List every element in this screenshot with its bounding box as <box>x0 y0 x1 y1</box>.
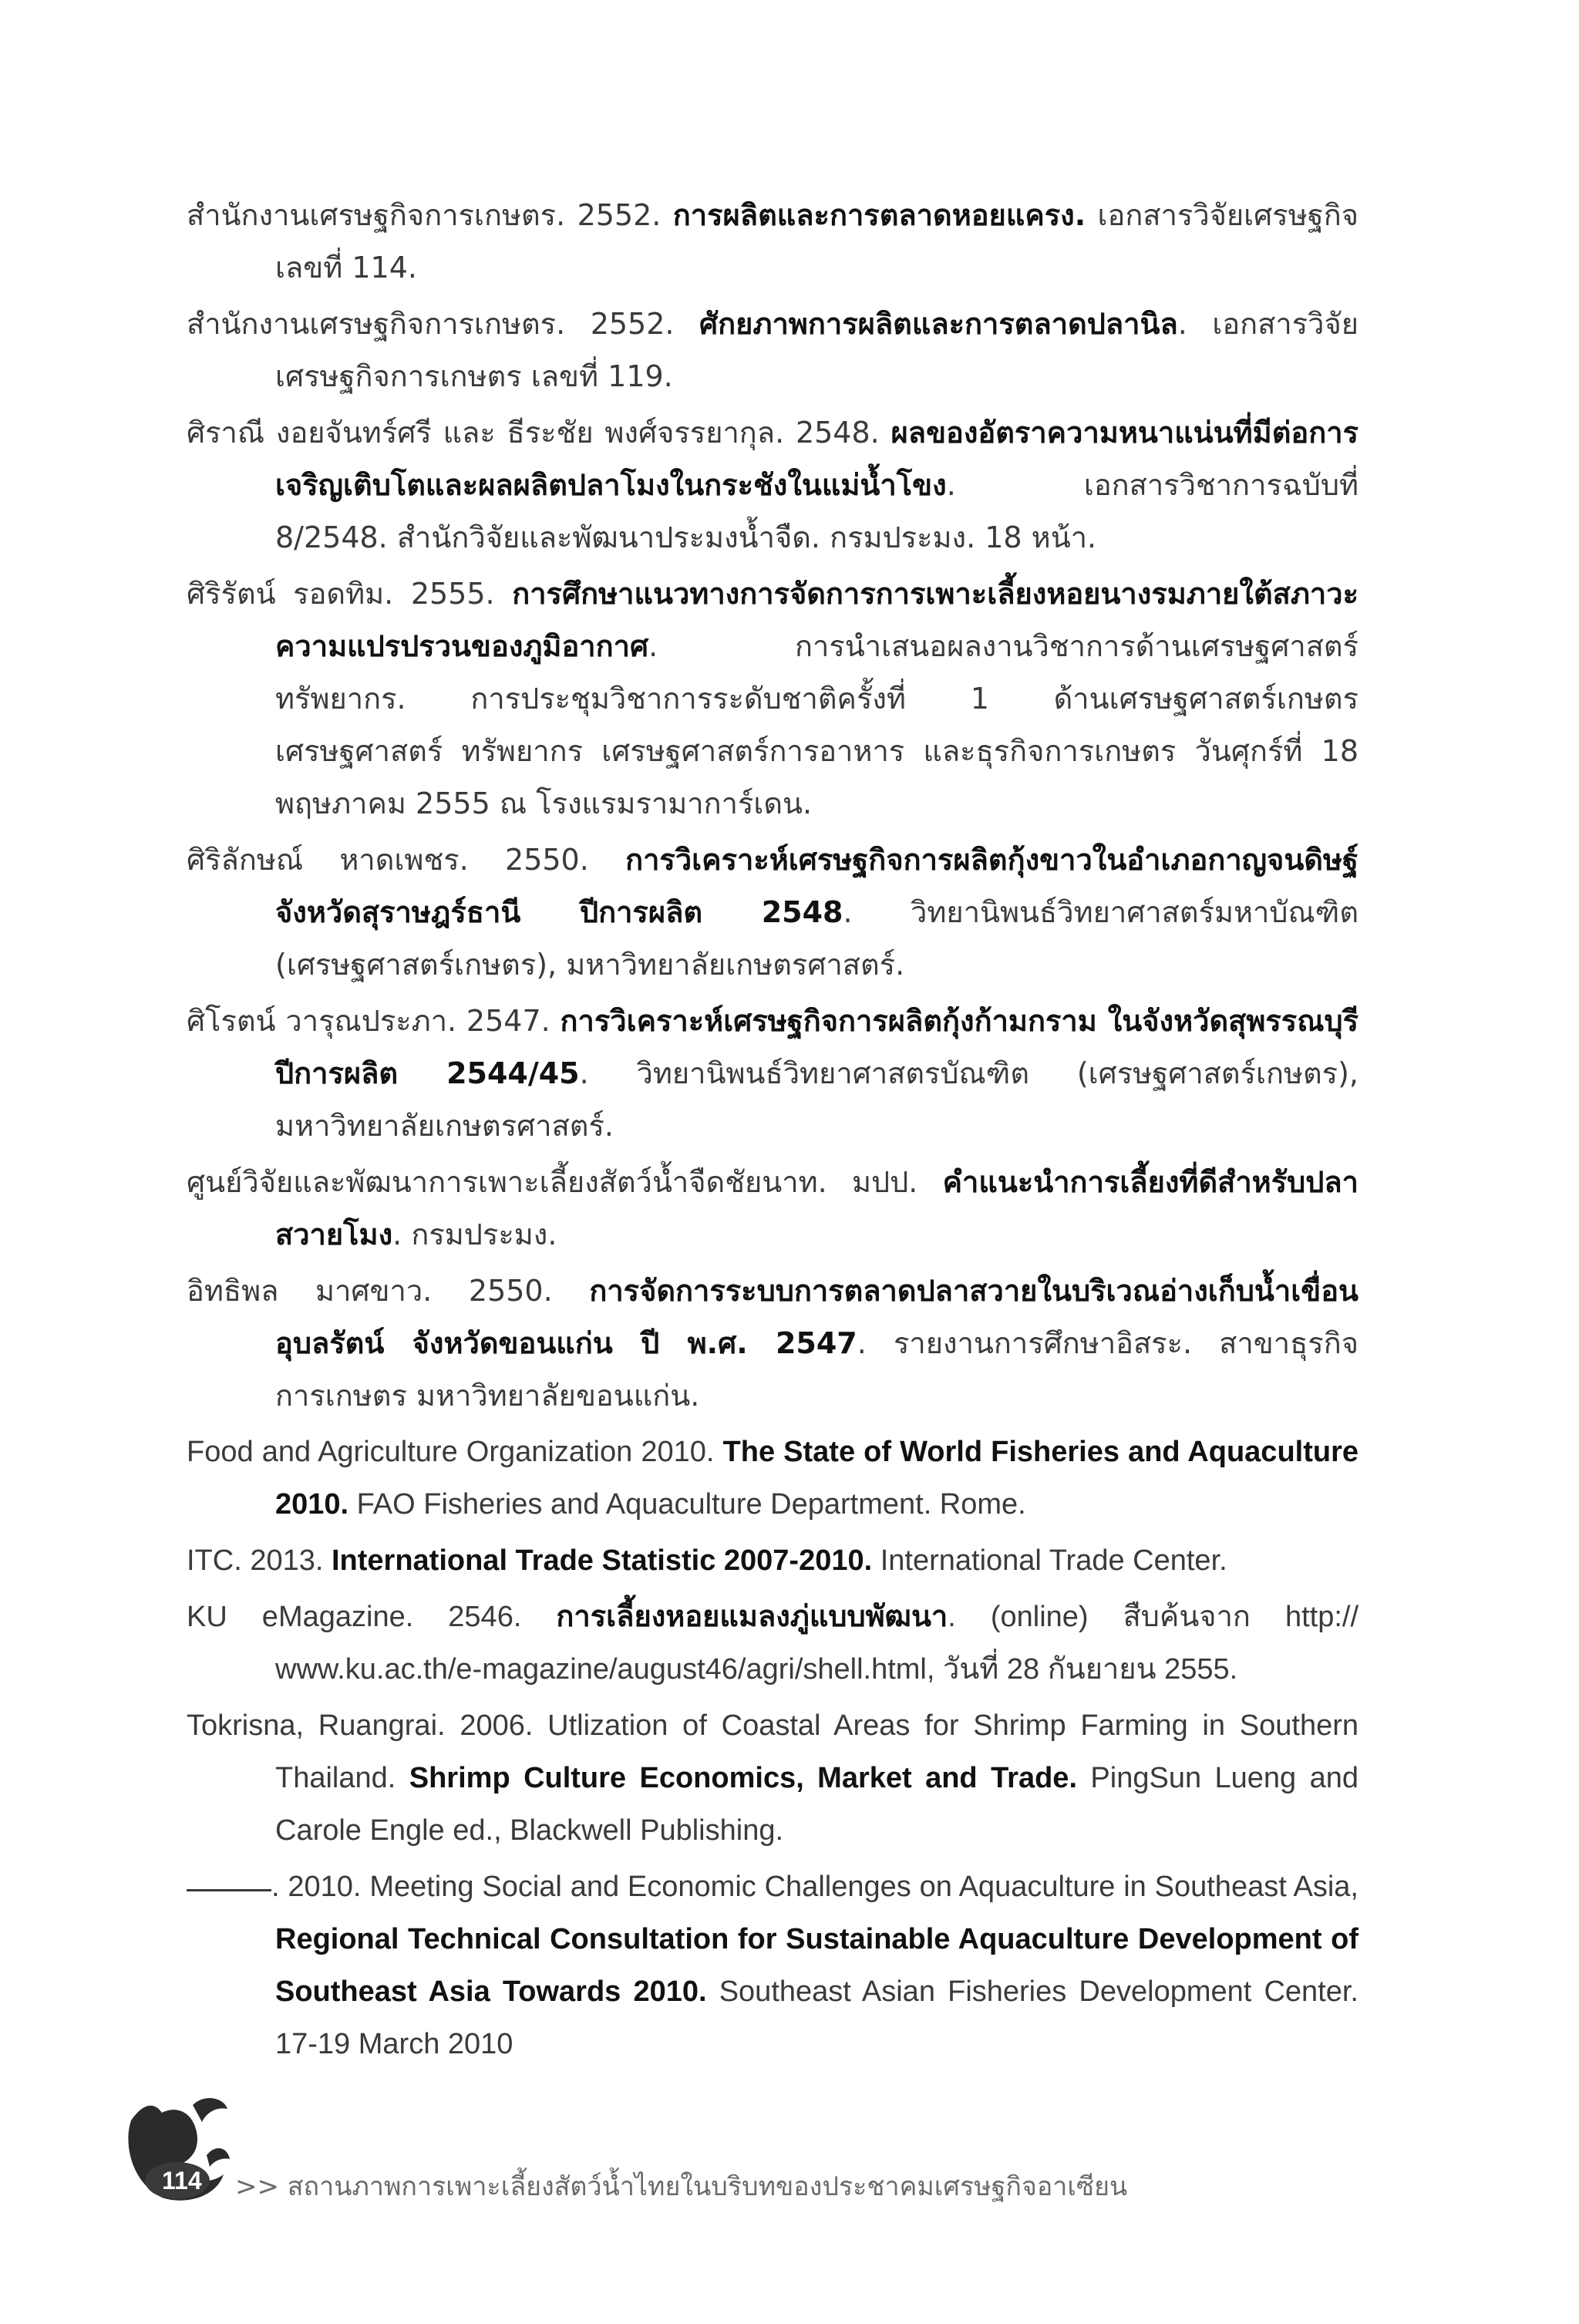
reference-entry: สำนักงานเศรษฐกิจการเกษตร. 2552. การผลิตและการตลาดหอยแครง. เอกสารวิจัยเศรษฐกิจ เลขที่ 114. <box>187 198 1358 285</box>
reference-list <box>187 189 1358 2074</box>
reference-entry: ITC. 2013. International Trade Statistic 2007-2010. International Trade Center. <box>187 1544 1227 1577</box>
reference-entry: อิทธิพล มาศขาว. 2550. การจัดการระบบการตลาดปลาสวายในบริเวณอ่างเก็บน้ำเขื่อนอุบลรัตน์ จังหวัดขอนแก่น ปี พ.ศ. 2547. รายงานการศึกษาอิสระ. สาขาธุรกิจการเกษตร มหาวิทยาลัยขอนแก่น. <box>187 1274 1358 1413</box>
author-repeat-dash <box>187 1889 271 1891</box>
reference-entry: สำนักงานเศรษฐกิจการเกษตร. 2552. ศักยภาพการผลิตและการตลาดปลานิล. เอกสารวิจัยเศรษฐกิจการเกษตร เลขที่ 119. <box>187 307 1359 393</box>
reference-entry: ศิโรตน์ วารุณประภา. 2547. การวิเคราะห์เศรษฐกิจการผลิตกุ้งก้ามกราม ในจังหวัดสุพรรณบุรี ปีการผลิต 2544/45. วิทยานิพนธ์วิทยาศาสตรบัณฑิต (เศรษฐศาสตร์เกษตร), มหาวิทยาลัยเกษตรศาสตร์. <box>187 1004 1358 1143</box>
reference-entry: . 2010. Meeting Social and Economic Challenges on Aquaculture in Southeast Asia, Regional Technical Consultation for Sustainable Aquaculture Development of Southeast Asia Towards 2010. Southeast Asian Fisheries Development Center. 17-19 March 2010 <box>187 1861 1358 2070</box>
reference-entry: Tokrisna, Ruangrai. 2006. Utlization of Coastal Areas for Shrimp Farming in Southern Thailand. Shrimp Culture Economics, Market and Trade. PingSun Lueng and Carole Engle ed., Blackwell Publishing. <box>187 1709 1358 1847</box>
reference-entry: ศิราณี งอยจันทร์ศรี และ ธีระชัย พงศ์จรรยากุล. 2548. ผลของอัตราความหนาแน่นที่มีต่อการเจริญเติบโตและผลผลิตปลาโมงในกระชังในแม่น้ำโขง. เอกสารวิชาการฉบับที่ 8/2548. สำนักวิจัยและพัฒนาประมงน้ำจืด. กรมประมง. 18 หน้า. <box>187 416 1358 554</box>
page-footer <box>116 2090 1426 2205</box>
reference-entry: ศิริลักษณ์ หาดเพชร. 2550. การวิเคราะห์เศรษฐกิจการผลิตกุ้งขาวในอำเภอกาญจนดิษฐ์ จังหวัดสุราษฎร์ธานี ปีการผลิต 2548. วิทยานิพนธ์วิทยาศาสตร์มหาบัณฑิต (เศรษฐศาสตร์เกษตร), มหาวิทยาลัยเกษตรศาสตร์. <box>187 843 1358 982</box>
reference-entry: Food and Agriculture Organization 2010. The State of World Fisheries and Aquaculture 2010. FAO Fisheries and Aquaculture Department. Rome. <box>187 1436 1359 1521</box>
reference-entry: KU eMagazine. 2546. การเลี้ยงหอยแมลงภู่แบบพัฒนา. (online) สืบค้นจาก http:// www.ku.ac.th/e-magazine/august46/agri/shell.html, วันที่ 28 กันยายน 2555. <box>187 1601 1359 1686</box>
running-title: >> สถานภาพการเพาะเลี้ยงสัตว์น้ำไทยในบริบทของประชาคมเศรษฐกิจอาเซียน <box>235 2171 1128 2202</box>
reference-entry: ศิริรัตน์ รอดทิม. 2555. การศึกษาแนวทางการจัดการการเพาะเลี้ยงหอยนางรมภายใต้สภาวะความแปรปรวนของภูมิอากาศ. การนำเสนอผลงานวิชาการด้านเศรษฐศาสตร์ ทรัพยากร. การประชุมวิชาการระดับชาติครั้งที่ 1 ด้านเศรษฐศาสตร์เกษตร เศรษฐศาสตร์ ทรัพยากร เศรษฐศาสตร์การอาหาร และธุรกิจการเกษตร วันศุกร์ที่ 18 พฤษภาคม 2555 ณ โรงแรมรามาการ์เดน. <box>187 577 1358 820</box>
page-number: 114 <box>162 2167 202 2194</box>
reference-entry: ศูนย์วิจัยและพัฒนาการเพาะเลี้ยงสัตว์น้ำจืดชัยนาท. มปป. คำแนะนำการเลี้ยงที่ดีสำหรับปลาสวายโมง. กรมประมง. <box>187 1165 1358 1251</box>
